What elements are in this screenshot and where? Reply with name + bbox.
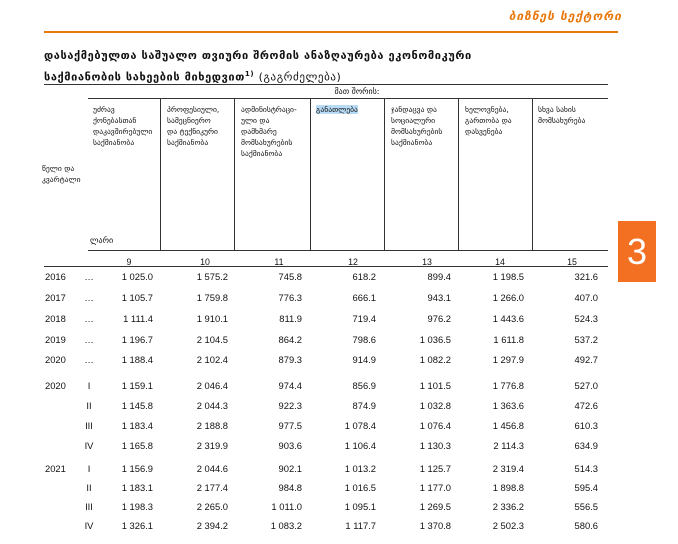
table-cell: 1 101.5 <box>419 380 451 391</box>
table-cell: 580.6 <box>574 520 598 531</box>
table-cell: 1 326.1 <box>121 520 153 531</box>
column-header-line <box>241 104 297 115</box>
table-cell: 1 297.9 <box>492 354 524 365</box>
page-number-badge: 3 <box>618 221 656 282</box>
table-cell: 2 319.9 <box>196 440 228 451</box>
column-header-line <box>465 126 512 137</box>
of-which-label: მათ შორის: <box>334 87 380 96</box>
table-cell: 811.9 <box>279 313 302 324</box>
column-header <box>538 104 585 126</box>
table-cell: 776.3 <box>278 292 302 303</box>
table-cell: 2 102.4 <box>196 354 228 365</box>
table-cell: 1 105.7 <box>121 292 153 303</box>
col-divider <box>160 98 161 250</box>
table-cell: 1 083.2 <box>270 520 302 531</box>
table-row <box>0 271 678 285</box>
table-row <box>0 420 678 434</box>
header-rule <box>44 31 618 33</box>
table-cell: 2 044.6 <box>196 463 228 474</box>
table-row <box>0 463 678 477</box>
column-header-text: საქმიანობა <box>391 138 433 147</box>
col-divider <box>384 98 385 250</box>
column-header-text: საქმიანობა <box>167 138 209 147</box>
column-header-text: გართობა და <box>465 116 512 125</box>
table-cell: 524.3 <box>574 313 598 324</box>
column-header-text: სამეცნიერო <box>167 116 211 125</box>
row-year: 2018 <box>45 313 66 324</box>
column-header <box>241 104 297 159</box>
title-line-2-text: საქმიანობის სახეების მიხედვით <box>44 70 245 84</box>
table-cell: 1 159.1 <box>121 380 153 391</box>
table-cell: 2 394.2 <box>196 520 228 531</box>
table-cell: 798.6 <box>352 334 376 345</box>
table-cell: 634.9 <box>574 440 598 451</box>
table-cell: 899.4 <box>427 271 451 282</box>
table-cell: 618.2 <box>352 271 376 282</box>
table-cell: 1 016.5 <box>344 482 376 493</box>
column-number: 13 <box>422 257 432 267</box>
table-row <box>0 354 678 368</box>
column-header-line <box>167 104 219 115</box>
stub-header <box>42 163 81 185</box>
table-row <box>0 334 678 348</box>
column-header-text: პროფესიული, <box>167 105 220 114</box>
stub-header-line: წელი და <box>42 164 75 173</box>
row-year: 2020 <box>45 380 66 391</box>
title-footnote: 1) <box>244 70 255 78</box>
column-header-line <box>241 137 297 148</box>
table-row <box>0 400 678 414</box>
column-header-text: დაკავშირებული <box>93 127 153 136</box>
row-period: III <box>85 420 93 431</box>
column-header-line <box>538 104 585 115</box>
row-period: I <box>87 380 91 391</box>
row-year: 2021 <box>45 463 66 474</box>
table-cell: 2 114.3 <box>493 440 524 451</box>
table-cell: 610.3 <box>574 420 598 431</box>
table-cell: 1 145.8 <box>121 400 153 411</box>
table-cell: 1 443.6 <box>492 313 524 324</box>
row-period: IV <box>84 440 94 451</box>
table-cell: 984.8 <box>278 482 302 493</box>
row-period: … <box>84 271 94 282</box>
table-cell: 943.1 <box>427 292 451 303</box>
column-header-line <box>167 137 219 148</box>
table-cell: 974.4 <box>278 380 302 391</box>
column-header-text: ული და <box>241 116 270 125</box>
column-header-line <box>93 137 152 148</box>
column-header <box>93 104 152 148</box>
stub-header-line: კვარტალი <box>42 175 81 184</box>
column-header-line <box>465 104 512 115</box>
table-cell: 1 106.4 <box>344 440 376 451</box>
page-header <box>0 0 678 32</box>
column-header-line <box>465 115 512 126</box>
section-title: ბიზნეს სექტორი <box>508 9 622 23</box>
table-cell: 1 117.7 <box>345 520 376 531</box>
table-cell: 2 336.2 <box>492 501 524 512</box>
table-cell: 1 188.4 <box>121 354 153 365</box>
row-year: 2016 <box>45 271 66 282</box>
table-cell: 2 104.5 <box>196 334 228 345</box>
column-header-line <box>241 148 297 159</box>
table-cell: 1 575.2 <box>196 271 228 282</box>
column-header-text: და ტექნიკური <box>167 127 218 136</box>
column-number: 9 <box>126 257 132 267</box>
table-row <box>0 482 678 496</box>
column-header-line <box>241 115 297 126</box>
column-header-text: ადმინისტრაცი- <box>241 105 297 114</box>
column-header-text: ხელოვნება, <box>465 105 509 114</box>
column-number: 12 <box>348 257 358 267</box>
table-cell: 514.3 <box>574 463 598 474</box>
table-cell: 719.4 <box>352 313 376 324</box>
row-period: … <box>84 354 94 365</box>
table-cell: 1 183.1 <box>121 482 153 493</box>
column-header-line <box>391 126 442 137</box>
col-divider <box>532 98 533 250</box>
column-header-text: საქმიანობა <box>241 149 283 158</box>
table-cell: 407.0 <box>574 292 598 303</box>
title-line-1: დასაქმებულთა საშუალო თვიური შრომის ანაზღაურება ეკონომიკური <box>44 49 472 62</box>
table-cell: 1 370.8 <box>419 520 451 531</box>
table-cell: 1 011.0 <box>271 501 302 512</box>
table-cell: 1 177.0 <box>419 482 451 493</box>
table-cell: 1 025.0 <box>121 271 153 282</box>
column-number: 10 <box>200 257 210 267</box>
column-header-text: დასვენება <box>465 127 503 136</box>
column-header-text: ქონებასთან <box>93 116 137 125</box>
table-cell: 1 611.8 <box>493 334 524 345</box>
column-header-line <box>93 126 152 137</box>
table-cell: 492.7 <box>574 354 598 365</box>
table-cell: 1 082.2 <box>419 354 451 365</box>
of-which-rule <box>88 98 608 99</box>
table-cell: 856.9 <box>352 380 376 391</box>
table-row <box>0 520 678 534</box>
column-header-text: საქმიანობა <box>93 138 135 147</box>
title-suffix: (გაგრძელება) <box>258 70 342 84</box>
column-header-text: სხვა სახის <box>538 105 576 114</box>
table-cell: 1 363.6 <box>492 400 524 411</box>
table-cell: 1 183.4 <box>121 420 153 431</box>
column-header <box>167 104 219 148</box>
table-cell: 2 502.3 <box>492 520 524 531</box>
table-cell: 922.3 <box>278 400 302 411</box>
table-cell: 976.2 <box>427 313 451 324</box>
table-cell: 2 044.3 <box>196 400 228 411</box>
column-header-line <box>391 115 442 126</box>
row-period: IV <box>84 520 94 531</box>
column-header-line <box>391 137 442 148</box>
column-header-line <box>538 115 585 126</box>
column-header-line <box>241 126 297 137</box>
table-row <box>0 380 678 394</box>
row-period: III <box>85 501 93 512</box>
table-cell: 1 759.8 <box>196 292 228 303</box>
table-cell: 1 269.5 <box>419 501 451 512</box>
row-period: … <box>84 313 94 324</box>
column-header-line <box>391 104 442 115</box>
row-period: II <box>86 400 92 411</box>
col-divider <box>458 98 459 250</box>
column-header <box>391 104 442 148</box>
row-year: 2017 <box>45 292 66 303</box>
column-header-text: უძრავ <box>93 105 115 114</box>
table-cell: 1 125.7 <box>419 463 451 474</box>
column-header-text: ჯანდაცვა და <box>391 105 437 114</box>
table-cell: 472.6 <box>574 400 598 411</box>
column-header-line <box>93 104 152 115</box>
table-cell: 1 910.1 <box>196 313 228 324</box>
table-cell: 537.2 <box>574 334 598 345</box>
table-cell: 864.2 <box>278 334 302 345</box>
table-row <box>0 501 678 515</box>
column-number: 14 <box>495 257 505 267</box>
unit-rule <box>88 250 608 251</box>
table-cell: 1 032.8 <box>419 400 451 411</box>
column-header-text: სოციალური <box>391 116 436 125</box>
table-cell: 321.6 <box>574 271 598 282</box>
column-number: 11 <box>274 257 284 267</box>
row-year: 2020 <box>45 354 66 365</box>
table-row <box>0 313 678 327</box>
table-cell: 745.8 <box>278 271 302 282</box>
table-cell: 1 130.3 <box>419 440 451 451</box>
column-header-line <box>167 126 219 137</box>
column-header-text: მომსახურების <box>391 127 443 136</box>
unit-label: ლარი <box>90 236 114 245</box>
column-header-text: დამხმარე <box>241 127 277 136</box>
column-header-text: განათლება <box>316 105 358 114</box>
table-top-rule <box>44 84 608 85</box>
col-divider <box>234 98 235 250</box>
row-period: I <box>87 463 91 474</box>
table-cell: 1 036.5 <box>419 334 451 345</box>
table-cell: 1 456.8 <box>492 420 524 431</box>
table-cell: 1 013.2 <box>344 463 376 474</box>
table-cell: 2 177.4 <box>196 482 228 493</box>
table-cell: 1 165.8 <box>121 440 153 451</box>
table-cell: 1 076.4 <box>419 420 451 431</box>
table-cell: 1 078.4 <box>344 420 376 431</box>
table-row <box>0 292 678 306</box>
column-header <box>465 104 512 137</box>
table-title <box>44 46 604 87</box>
column-header-text: მომსახურების <box>241 138 293 147</box>
row-period: … <box>84 334 94 345</box>
column-header-line <box>93 115 152 126</box>
table-cell: 2 188.8 <box>196 420 228 431</box>
table-cell: 903.6 <box>278 440 302 451</box>
row-year: 2019 <box>45 334 66 345</box>
table-row <box>0 440 678 454</box>
table-cell: 2 265.0 <box>196 501 228 512</box>
table-cell: 1 156.9 <box>121 463 153 474</box>
row-period: … <box>84 292 94 303</box>
table-cell: 1 095.1 <box>344 501 376 512</box>
table-cell: 1 196.7 <box>121 334 153 345</box>
col-divider <box>310 98 311 250</box>
table-cell: 1 776.8 <box>492 380 524 391</box>
column-header <box>316 104 358 115</box>
column-header-line <box>316 104 358 115</box>
column-header-text: მომსახურება <box>538 116 586 125</box>
table-cell: 1 898.8 <box>492 482 524 493</box>
table-cell: 1 198.3 <box>121 501 153 512</box>
table-cell: 977.5 <box>278 420 302 431</box>
column-header-line <box>167 115 219 126</box>
table-cell: 879.3 <box>278 354 302 365</box>
column-number: 15 <box>567 257 577 267</box>
table-cell: 666.1 <box>352 292 376 303</box>
table-cell: 1 198.5 <box>492 271 524 282</box>
table-cell: 595.4 <box>574 482 598 493</box>
table-cell: 527.0 <box>574 380 598 391</box>
table-cell: 914.9 <box>352 354 376 365</box>
table-cell: 2 319.4 <box>492 463 524 474</box>
table-cell: 1 111.4 <box>123 313 153 324</box>
table-cell: 874.9 <box>352 400 376 411</box>
row-period: II <box>86 482 92 493</box>
table-cell: 556.5 <box>574 501 598 512</box>
table-cell: 902.1 <box>278 463 302 474</box>
table-cell: 1 266.0 <box>492 292 524 303</box>
table-cell: 2 046.4 <box>196 380 228 391</box>
